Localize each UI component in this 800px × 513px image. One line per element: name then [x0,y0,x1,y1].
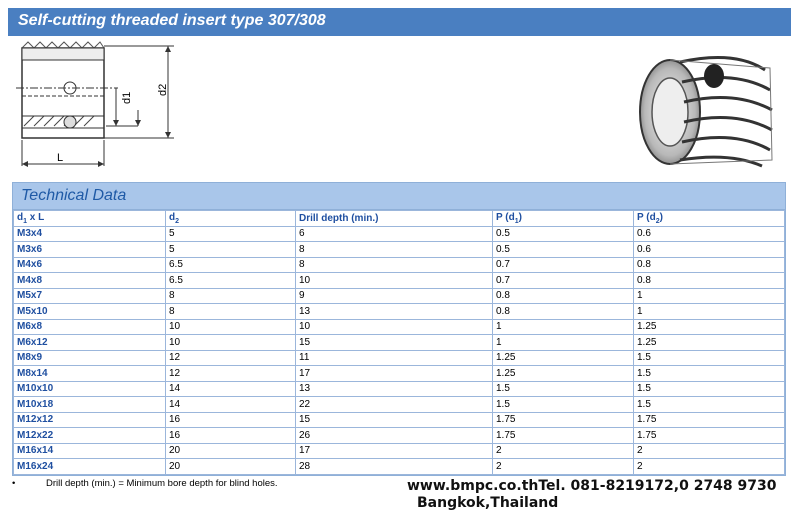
table-row [14,412,785,428]
table-row [14,319,785,335]
insert-drawing-svg [8,40,208,180]
table-cell: 16 [166,428,296,444]
table-row [14,273,785,289]
table-row [14,335,785,351]
technical-data-table [13,210,785,475]
table-cell: 8 [296,242,493,258]
table-cell: 13 [296,381,493,397]
table-cell: 20 [166,443,296,459]
col-header-p-d1: P $(d_1)$ [493,211,634,227]
table-cell: 16 [166,412,296,428]
d2-dimension-label: d2 [157,83,169,96]
table-cell: 2 [493,443,634,459]
cell-size: M5x7 [14,288,166,304]
col-header-d1-x-l: $d_1$ x L [14,211,166,227]
table-row [14,304,785,320]
table-row [14,366,785,382]
table-cell: 12 [166,366,296,382]
table-cell: 8 [166,304,296,320]
table-cell: 0.5 [493,242,634,258]
table-cell: 1 [493,335,634,351]
table-cell: 2 [634,443,785,459]
table-cell: 1 [493,319,634,335]
table-cell: 1 [634,288,785,304]
table-cell: 1.25 [493,366,634,382]
table-cell: 9 [296,288,493,304]
table-cell: 1.75 [493,412,634,428]
table-cell: 1.5 [493,381,634,397]
table-row [14,443,785,459]
col-header-d2: $d_2$ [166,211,296,227]
cell-size: M6x12 [14,335,166,351]
insert-product-photo [630,40,790,180]
table-cell: 0.7 [493,257,634,273]
contact-block [407,478,777,511]
table-row [14,397,785,413]
technical-data-title: Technical Data [21,187,127,204]
table-cell: 10 [166,319,296,335]
table-row [14,242,785,258]
contact-website-phone: www.bmpc.co.thTel. 081-8219172,0 2748 9730 [407,478,777,494]
cell-size: M10x18 [14,397,166,413]
cell-size: M4x8 [14,273,166,289]
table-cell: 28 [296,459,493,475]
col-header-p-d2: P $(d_2)$ [634,211,785,227]
col-header-drill-depth: Drill depth (min.) [296,211,493,227]
table-row [14,288,785,304]
cell-size: M16x14 [14,443,166,459]
table-row [14,381,785,397]
technical-data-panel [12,182,786,476]
table-cell: 1.5 [493,397,634,413]
table-cell: 1 [634,304,785,320]
table-cell: 0.8 [634,257,785,273]
table-row [14,257,785,273]
table-cell: 14 [166,381,296,397]
table-cell: 0.8 [634,273,785,289]
page-title: Self-cutting threaded insert type 307/308 [18,12,326,29]
table-cell: 1.25 [634,335,785,351]
table-cell: 2 [634,459,785,475]
table-row [14,428,785,444]
table-cell: 1.75 [493,428,634,444]
table-row [14,226,785,242]
insert-technical-drawing [8,40,208,180]
table-cell: 10 [296,319,493,335]
table-cell: 5 [166,242,296,258]
table-cell: 22 [296,397,493,413]
title-bar [8,8,791,36]
cell-size: M3x6 [14,242,166,258]
table-cell: 0.5 [493,226,634,242]
table-cell: 1.5 [634,366,785,382]
table-row [14,459,785,475]
table-cell: 0.8 [493,288,634,304]
table-cell: 2 [493,459,634,475]
cell-size: M8x14 [14,366,166,382]
table-cell: 15 [296,412,493,428]
table-cell: 20 [166,459,296,475]
cell-size: M16x24 [14,459,166,475]
table-cell: 6 [296,226,493,242]
table-row [14,350,785,366]
table-cell: 11 [296,350,493,366]
table-cell: 26 [296,428,493,444]
table-cell: 15 [296,335,493,351]
table-cell: 1.75 [634,412,785,428]
table-cell: 17 [296,366,493,382]
table-cell: 1.5 [634,397,785,413]
cell-size: M6x8 [14,319,166,335]
length-dimension-label: L [57,152,64,164]
table-cell: 10 [296,273,493,289]
table-cell: 10 [166,335,296,351]
table-cell: 13 [296,304,493,320]
table-cell: 1.5 [634,381,785,397]
table-cell: 1.25 [634,319,785,335]
cell-size: M10x10 [14,381,166,397]
table-cell: 5 [166,226,296,242]
cell-size: M3x4 [14,226,166,242]
table-cell: 0.7 [493,273,634,289]
table-cell: 6.5 [166,257,296,273]
table-cell: 8 [296,257,493,273]
contact-location: Bangkok,Thailand [417,495,559,511]
table-cell: 12 [166,350,296,366]
table-cell: 0.6 [634,226,785,242]
table-cell: 1.5 [634,350,785,366]
table-cell: 17 [296,443,493,459]
technical-data-header [13,183,785,210]
cell-size: M12x12 [14,412,166,428]
cell-size: M12x22 [14,428,166,444]
table-header-row [14,211,785,227]
table-cell: 0.6 [634,242,785,258]
cell-size: M4x6 [14,257,166,273]
table-cell: 14 [166,397,296,413]
cell-size: M8x9 [14,350,166,366]
footnote-bullet: • [12,478,16,489]
table-cell: 1.75 [634,428,785,444]
cell-size: M5x10 [14,304,166,320]
d1-dimension-label: d1 [121,91,133,104]
footnote-text: Drill depth (min.) = Minimum bore depth for blind holes. [46,478,278,489]
table-cell: 0.8 [493,304,634,320]
table-cell: 8 [166,288,296,304]
table-cell: 1.25 [493,350,634,366]
table-cell: 6.5 [166,273,296,289]
